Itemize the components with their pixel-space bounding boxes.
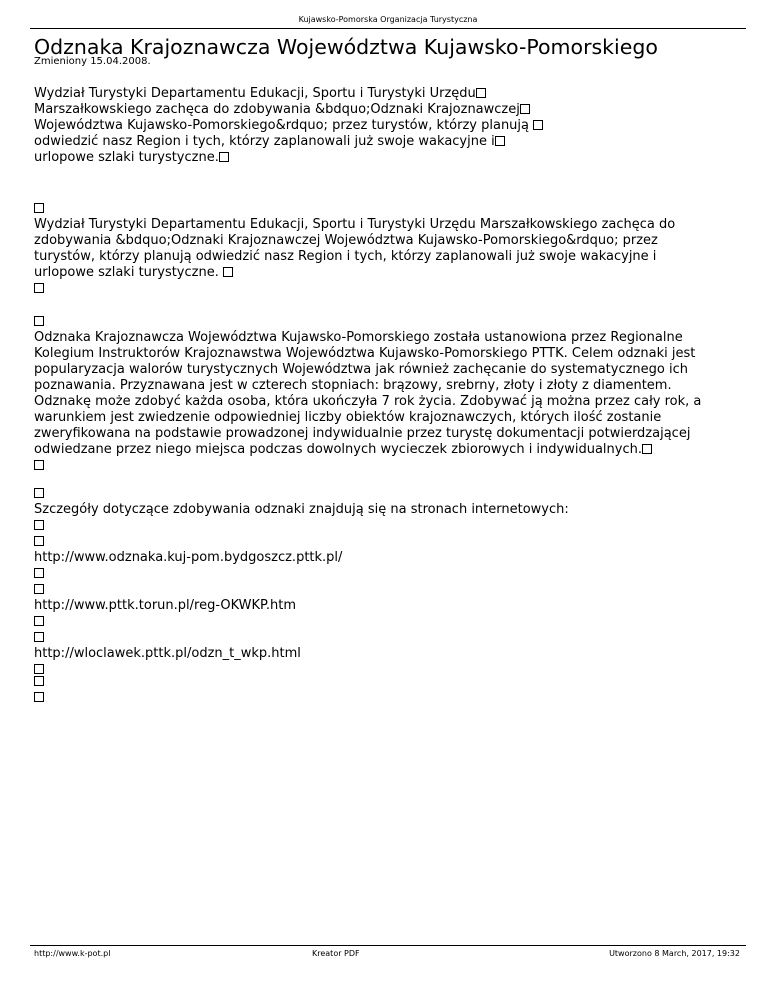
square-box-icon [34,664,44,674]
text-line: odwiedzane przez niego miejsca podczas dowolnych wycieczek zbiorowych i indywidualnych. [34,442,734,458]
square-box-icon [34,460,44,470]
square-box-icon [34,283,44,293]
square-box-icon [34,316,44,326]
square-box-icon [34,616,44,626]
square-box-icon [533,120,543,130]
text-line: Kolegium Instruktorów Krajoznawstwa Województwa Kujawsko-Pomorskiego PTTK. Celem odznaki jest [34,346,696,361]
trailing-boxes [34,674,734,706]
link-wloclawek[interactable]: http://wloclawek.pttk.pl/odzn_t_wkp.html [34,646,301,661]
text-line: turystów, którzy planują odwiedzić nasz Region i tych, którzy zaplanowali już swoje wakacyjne i [34,249,657,264]
square-box-icon [34,692,44,702]
square-box-icon [34,584,44,594]
text-line: Marszałkowskiego zachęca do zdobywania &bdquo;Odznaki Krajoznawczej [34,102,734,118]
square-box-icon [34,488,44,498]
footer-creator: Kreator PDF [312,949,360,958]
text-line: poznawania. Przyznawana jest w czterech stopniach: brązowy, srebrny, złoty i złoty z diamentem. [34,378,672,393]
square-box-icon [34,568,44,578]
text-line: Odznaka Krajoznawcza Województwa Kujawsko-Pomorskiego została ustanowiona przez Regionalne [34,330,683,345]
text-line: Wydział Turystyki Departamentu Edukacji, Sportu i Turystyki Urzędu [34,86,734,102]
text-line: urlopowe szlaki turystyczne. [34,150,734,166]
square-box-icon [520,104,530,114]
footer-divider [30,945,746,946]
square-box-icon [219,152,229,162]
pdf-page [30,0,746,994]
document-title: Odznaka Krajoznawcza Województwa Kujawsko-Pomorskiego [34,35,658,59]
square-box-icon [34,203,44,213]
square-box-icon [34,520,44,530]
text-line: zweryfikowana na podstawie prowadzonej indywidualnie przez turystę dokumentacji potwierdzającej [34,426,691,441]
footer-url[interactable]: http://www.k-pot.pl [34,949,111,958]
paragraph-2 [34,201,734,297]
modified-date: Zmieniony 15.04.2008. [34,56,151,67]
square-box-icon [495,136,505,146]
square-box-icon [476,88,486,98]
text-line: Wydział Turystyki Departamentu Edukacji, Sportu i Turystyki Urzędu Marszałkowskiego zachęca do [34,217,676,232]
square-box-icon [34,536,44,546]
text-line: zdobywania &bdquo;Odznaki Krajoznawczej Województwa Kujawsko-Pomorskiego&rdquo; przez [34,233,658,248]
text-line: warunkiem jest zwiedzenie odpowiedniej liczby obiektów krajoznawczych, których ilość zostanie [34,410,662,425]
paragraph-3 [34,314,734,474]
text-line: Szczegóły dotyczące zdobywania odznaki znajdują się na stronach internetowych: [34,502,569,517]
text-line: odwiedzić nasz Region i tych, którzy zaplanowali już swoje wakacyjne i [34,134,734,150]
text-line: popularyzacja walorów turystycznych Województwa jak również zachęcanie do systematycznego ich [34,362,689,377]
link-pttk-torun[interactable]: http://www.pttk.torun.pl/reg-OKWKP.htm [34,598,296,613]
header-divider [30,28,746,29]
square-box-icon [34,632,44,642]
text-line: Województwa Kujawsko-Pomorskiego&rdquo; przez turystów, którzy planują [34,118,734,134]
footer-created-date: Utworzono 8 March, 2017, 19:32 [609,949,740,958]
square-box-icon [223,267,233,277]
square-box-icon [34,676,44,686]
paragraph-4 [34,486,734,678]
text-line: urlopowe szlaki turystyczne. [34,265,734,281]
page-header-org: Kujawsko-Pomorska Organizacja Turystyczna [298,15,478,24]
link-odznaka[interactable]: http://www.odznaka.kuj-pom.bydgoszcz.pttk.pl/ [34,550,343,565]
text-line: Odznakę może zdobyć każda osoba, która ukończyła 7 rok życia. Zdobywać ją można przez cały rok, a [34,394,702,409]
square-box-icon [642,444,652,454]
paragraph-1 [34,86,734,166]
